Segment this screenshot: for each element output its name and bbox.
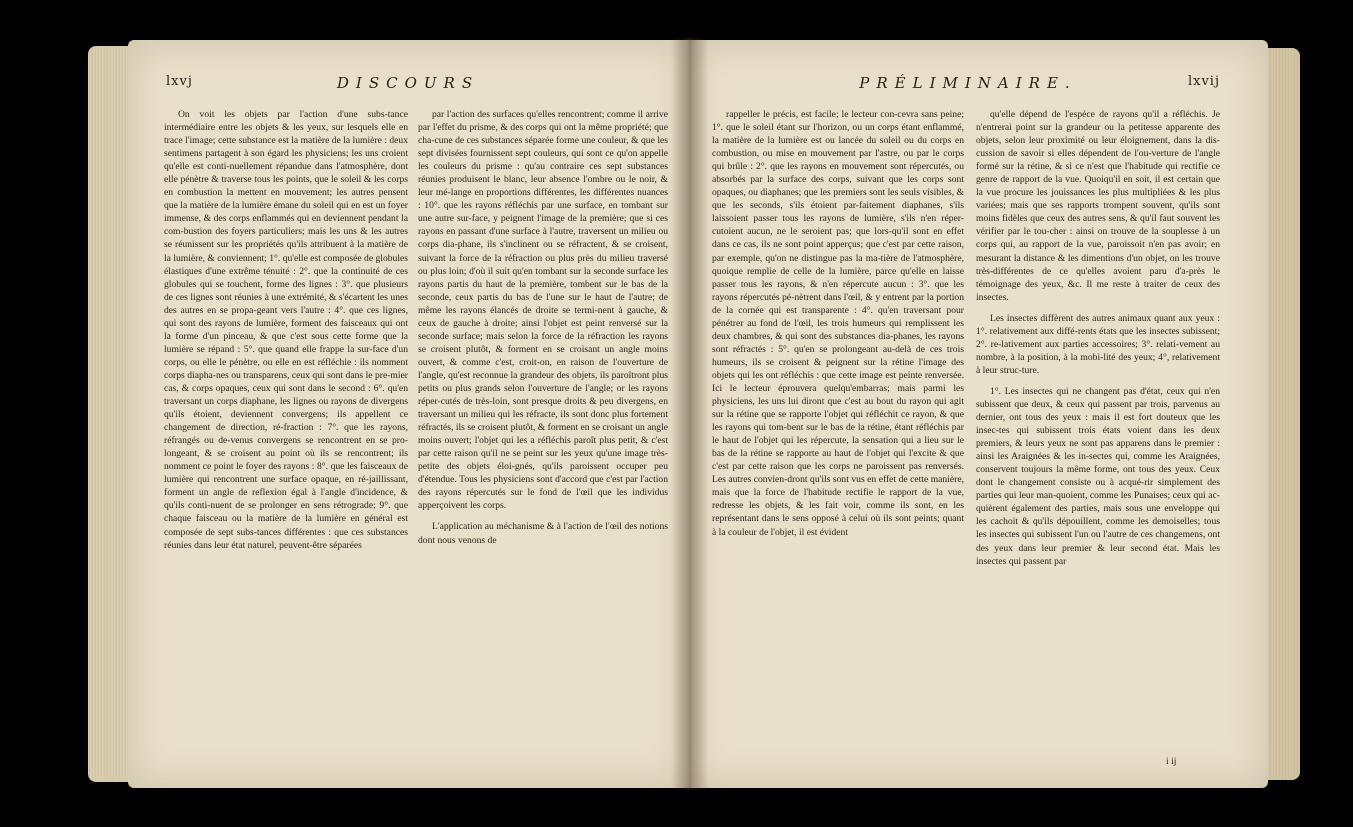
right-column-1 <box>712 108 964 768</box>
left-column-2 <box>418 108 668 768</box>
left-running-title: DISCOURS <box>336 74 480 92</box>
left-page-number: lxvj <box>166 74 193 89</box>
right-page-number: lxvij <box>1187 74 1220 89</box>
right-column-2 <box>976 108 1220 754</box>
right-page-edges <box>1266 48 1300 780</box>
open-book <box>88 28 1300 796</box>
right-page <box>688 40 1268 788</box>
right-col2-paragraph: Les insectes diffèrent des autres animaux quant aux yeux : 1°. relativement aux diffé-rents états que les insectes subissent; 2°. re-lativement aux parties accessoires; 3°. relati-vement au nombre, à la position, à la mobi-lité des yeux; 4°, relativement à leur struc-ture. <box>976 312 1220 376</box>
left-col2-paragraph: L'application au méchanisme & à l'action de l'œil des notions dont nous venons de <box>418 521 668 546</box>
right-col2-paragraph: 1°. Les insectes qui ne changent pas d'état, ceux qui n'en subissent que deux, & ceux qui passent par trois, parvenus au dernier, ont tous des yeux : mais il est fort douteux que les insec-tes qui subissent trois états voient dans les deux premiers, & leurs yeux ne sont pas apparens dans le premier : ainsi les Araignées & les in-sectes qui, comme les Araignées, conservent toujours la même forme, ont tous des yeux. Ceux dont le changement consiste ou à acqué-rir simplement des parties qui leur man-quoient, comme les Punaises; ceux qui ac-quièrent également des parties, mais sous une enveloppe qui les cachoit & qu'ils dépouillent, comme les demoiselles; tous les insectes qui subissent l'un ou l'autre de ces changemens, ont des yeux dans leur premier & leur second état. Mais les insectes qui passent par <box>976 385 1220 567</box>
signature-mark: i ij <box>1166 756 1177 767</box>
left-col2-paragraph: par l'action des surfaces qu'elles rencontrent; comme il arrive par l'effet du prisme, & des corps qui ont la même propriété; que cha-cune de ces substances séparée forme une couleur, & que les sept divisées fournissent sept couleurs, qui sont ce qu'on appelle les couleurs du prisme : qu'au contraire ces sept substances réunies produisent le blanc, leur absence l'ombre ou le noir, & leur mé-lange en proportions différentes, les différentes nuances : 10°. que les rayons réfléchis par une surface, en tombant sur une autre sur-face, y peignent l'image de la première; que si ces rayons en passant d'une surface à l'autre, traversent un milieu ou corps dia-phane, ils s'inclinent ou se réfractent, & se croisent, suivant la force de la réfraction ou plus près du milieu traversé ou plus loin; d'où il suit qu'en tombant sur la seconde surface les rayons partis du haut de la première, tombent sur le bas de la seconde, ceux partis du bas de l'une sur le haut de l'autre; de même les rayons élancés de droite se termi-nent à gauche, & ceux de gauche à droite; ainsi l'objet est peint renversé sur la seconde surface; mais selon la force de la réfraction les rayons se croisent plutôt, & forment en se croisant un angle moins ouvert, & comme c'est, croit-on, en raison de l'ouverture de l'angle, qu'est reconnue la grandeur des objets, ils paroîtront plus petits ou plus grands selon l'ouverture de l'angle; or les rayons réper-cutés de très-loin, sont presque droits & peu divergens, en traversant un milieu qui les réfracte, ils sont donc plus fortement réfractés, ils se croisent plutôt, & forment en se croisant un angle moins ouvert; l'objet qui les a réfléchis paroît plus petit, & c'est par cette raison qu'il ne se peint sur les yeux qu'une image très-petite des objets éloi-gnés, qu'ils paroissent occuper peu d'étendue. Tous les physiciens sont d'accord que c'est par l'action des rayons répercutés sur le fond de l'œil que les individus apperçoivent les corps. <box>418 109 668 512</box>
right-col1-paragraph: rappeller le précis, est facile; le lecteur con-cevra sans peine; 1°. que le soleil étant sur l'horizon, ou un corps étant enflammé, la matière de la lumière est ou lancée du soleil ou du corps en combustion, ou mise en mouvement par l'astre, ou par le corps qui brûle : 2°. que les rayons en mouvement sont répercutés, ou absorbés par la surface des corps, suivant que les corps sont opaques, ou diaphanes; que les premiers sont les seuls visibles, & que les seconds, s'ils étoient par-faitement diaphanes, s'ils laissoient passer tous les rayons de lumière, s'ils n'en réper-cutoient aucun, ne le seroient pas; que lors-qu'il sont en effet dans ce cas, ils ne sont point apperçus; que c'est par cette raison, par exemple, qu'on ne distingue pas la ma-tière de l'atmosphère, quoique remplie de celle de la lumière, parce qu'elle en laisse passer tous les rayons, & n'en répercute aucun : 3°. que les rayons répercutés pé-nètrent dans l'œil, & y entrent par la portion de la cornée qui est transparente : 4°. qu'en traversant pour pénétrer au fond de l'œil, les trois humeurs qui remplissent les deux chambres, & qui sont des substances dia-phanes, les rayons sont réfractés : 5°. qu'en se prolongeant au-delà de ces trois humeurs, ils se croisent & peignent sur la rétine l'image des objets qui les ont réfléchis : que cette image est peinte renversée. Ici le lecteur éprouvera quelqu'embarras; mais parmi les physiciens, les uns lui diront que c'est au bout du rayon qui agit sur la rétine que se rapporte l'objet qui réfléchit ce rayon, & que les rayons qui tom-bent sur le bas de la rétine, étant réfléchis par le haut de l'objet qui les répercute, la sensation qui a lieu sur le bas de la rétine se rapporte au haut de l'objet qui l'excite & que c'est par cette raison que les corps ne paroissent pas renversés. Les autres convien-dront qu'ils sont vus en effet de cette manière, mais que la force de l'habitude rectifie le rapport de la vue, redresse les objets, & les fait voir, comme ils sont, en les représentant dans le sens opposé à celui où ils sont peints; quant à la couleur de l'objet, il est évident <box>712 109 964 538</box>
book-gutter <box>671 38 709 790</box>
right-col2-paragraph: qu'elle dépend de l'espèce de rayons qu'il a réfléchis. Je n'entrerai point sur la grandeur ou la petitesse apparente des objets, selon leur proximité ou leur éloignement, dans la dis-cussion de savoir si elles dépendent de l'ou-verture de l'angle formé sur la rétine, & si ce n'est que l'habitude qui rectifie ce genre de rapport de la vue. Quoiqu'il en soit, il est certain que la vue procure les jouissances les plus multipliées & les plus variées; mais que ses rapports trompent souvent, qu'ils sont moins fidèles que ceux des autres sens, & qu'il faut souvent les vérifier par le tou-cher : ainsi on trouve de la souplesse à un corps qui, au rapport de la vue, paroissoit n'en pas avoir; en mesurant la distance & les dimentions d'un objet, on les trouve très-différentes de ce qu'elles avoient paru d'a-près le témoignage des yeux, &c. Il me reste à traiter de ceux des insectes. <box>976 109 1220 303</box>
left-page <box>128 40 688 788</box>
right-running-title: PRÉLIMINAIRE. <box>859 74 1077 92</box>
left-col1-paragraph: On voit les objets par l'action d'une subs-tance intermédiaire entre les objets & les yeux, sur lesquels elle en trace l'image; cette substance est la matière de la lumière : deux sentimens partagent à son égard les physiciens; les uns croient qu'elle est conti-nuellement répandue dans l'atmosphère, dont elle pénètre & traverse tous les points, que le soleil & les corps en combustion la mettent en mouvement; les autres pensent que la matière de la lumière émane du soleil qui en est un foyer immense, & des corps enflammés qui en deviennent pendant la com-bustion des foyers particuliers; mais les uns & les autres se réunissent sur les propriétés qu'ils attribuent à la matière de la lumière, & conviennent; 1°. qu'elle est composée de globules élastiques d'une extrême ténuité : 2°. que la continuité de ces globules qui se touchent, forme des lignes : 3°. que plusieurs de ces lignes sont réunies à une extrémité, & s'écartent les unes des autres en se propa-geant vers l'autre : 4°. que ces lignes, qui sont des rayons de lumière, forment des faisceaux qui ont la forme d'un pinceau, & que c'est sous cette forme que la lumière se répand : 5°. que quand elle frappe la sur-face d'un corps, ou elle le pénètre, ou elle en est réfléchie : ils nomment corps diapha-nes ou transparens, ceux qui sont dans le pre-mier cas, & corps opaques, ceux qui sont dans le second : 6°. qu'en traversant un corps diaphane, les lignes ou rayons de divergens qu'ils étoient, deviennent convergens; ils appellent ce changement de direction, ré-fraction : 7°. que les rayons, réfrangés ou de-venus convergens se rencontrent en se pro-longeant, & se croisent au point où ils se rencontrent; ils nomment ce point le foyer des rayons : 8°. que les faisceaux de lumière qui rencontrent une surface opaque, en ré-jaillissant, forment un angle de reflexion égal à l'angle d'incidence, & qu'ils conti-nuent de se prolonger en sens rétrograde; 9°. que chaque faisceau ou la matière de la lumière en général est composée de sept subs-tances différentes : que ces substances réunies dans leur état naturel, peuvent-être séparées <box>164 109 408 551</box>
left-column-1 <box>164 108 408 768</box>
